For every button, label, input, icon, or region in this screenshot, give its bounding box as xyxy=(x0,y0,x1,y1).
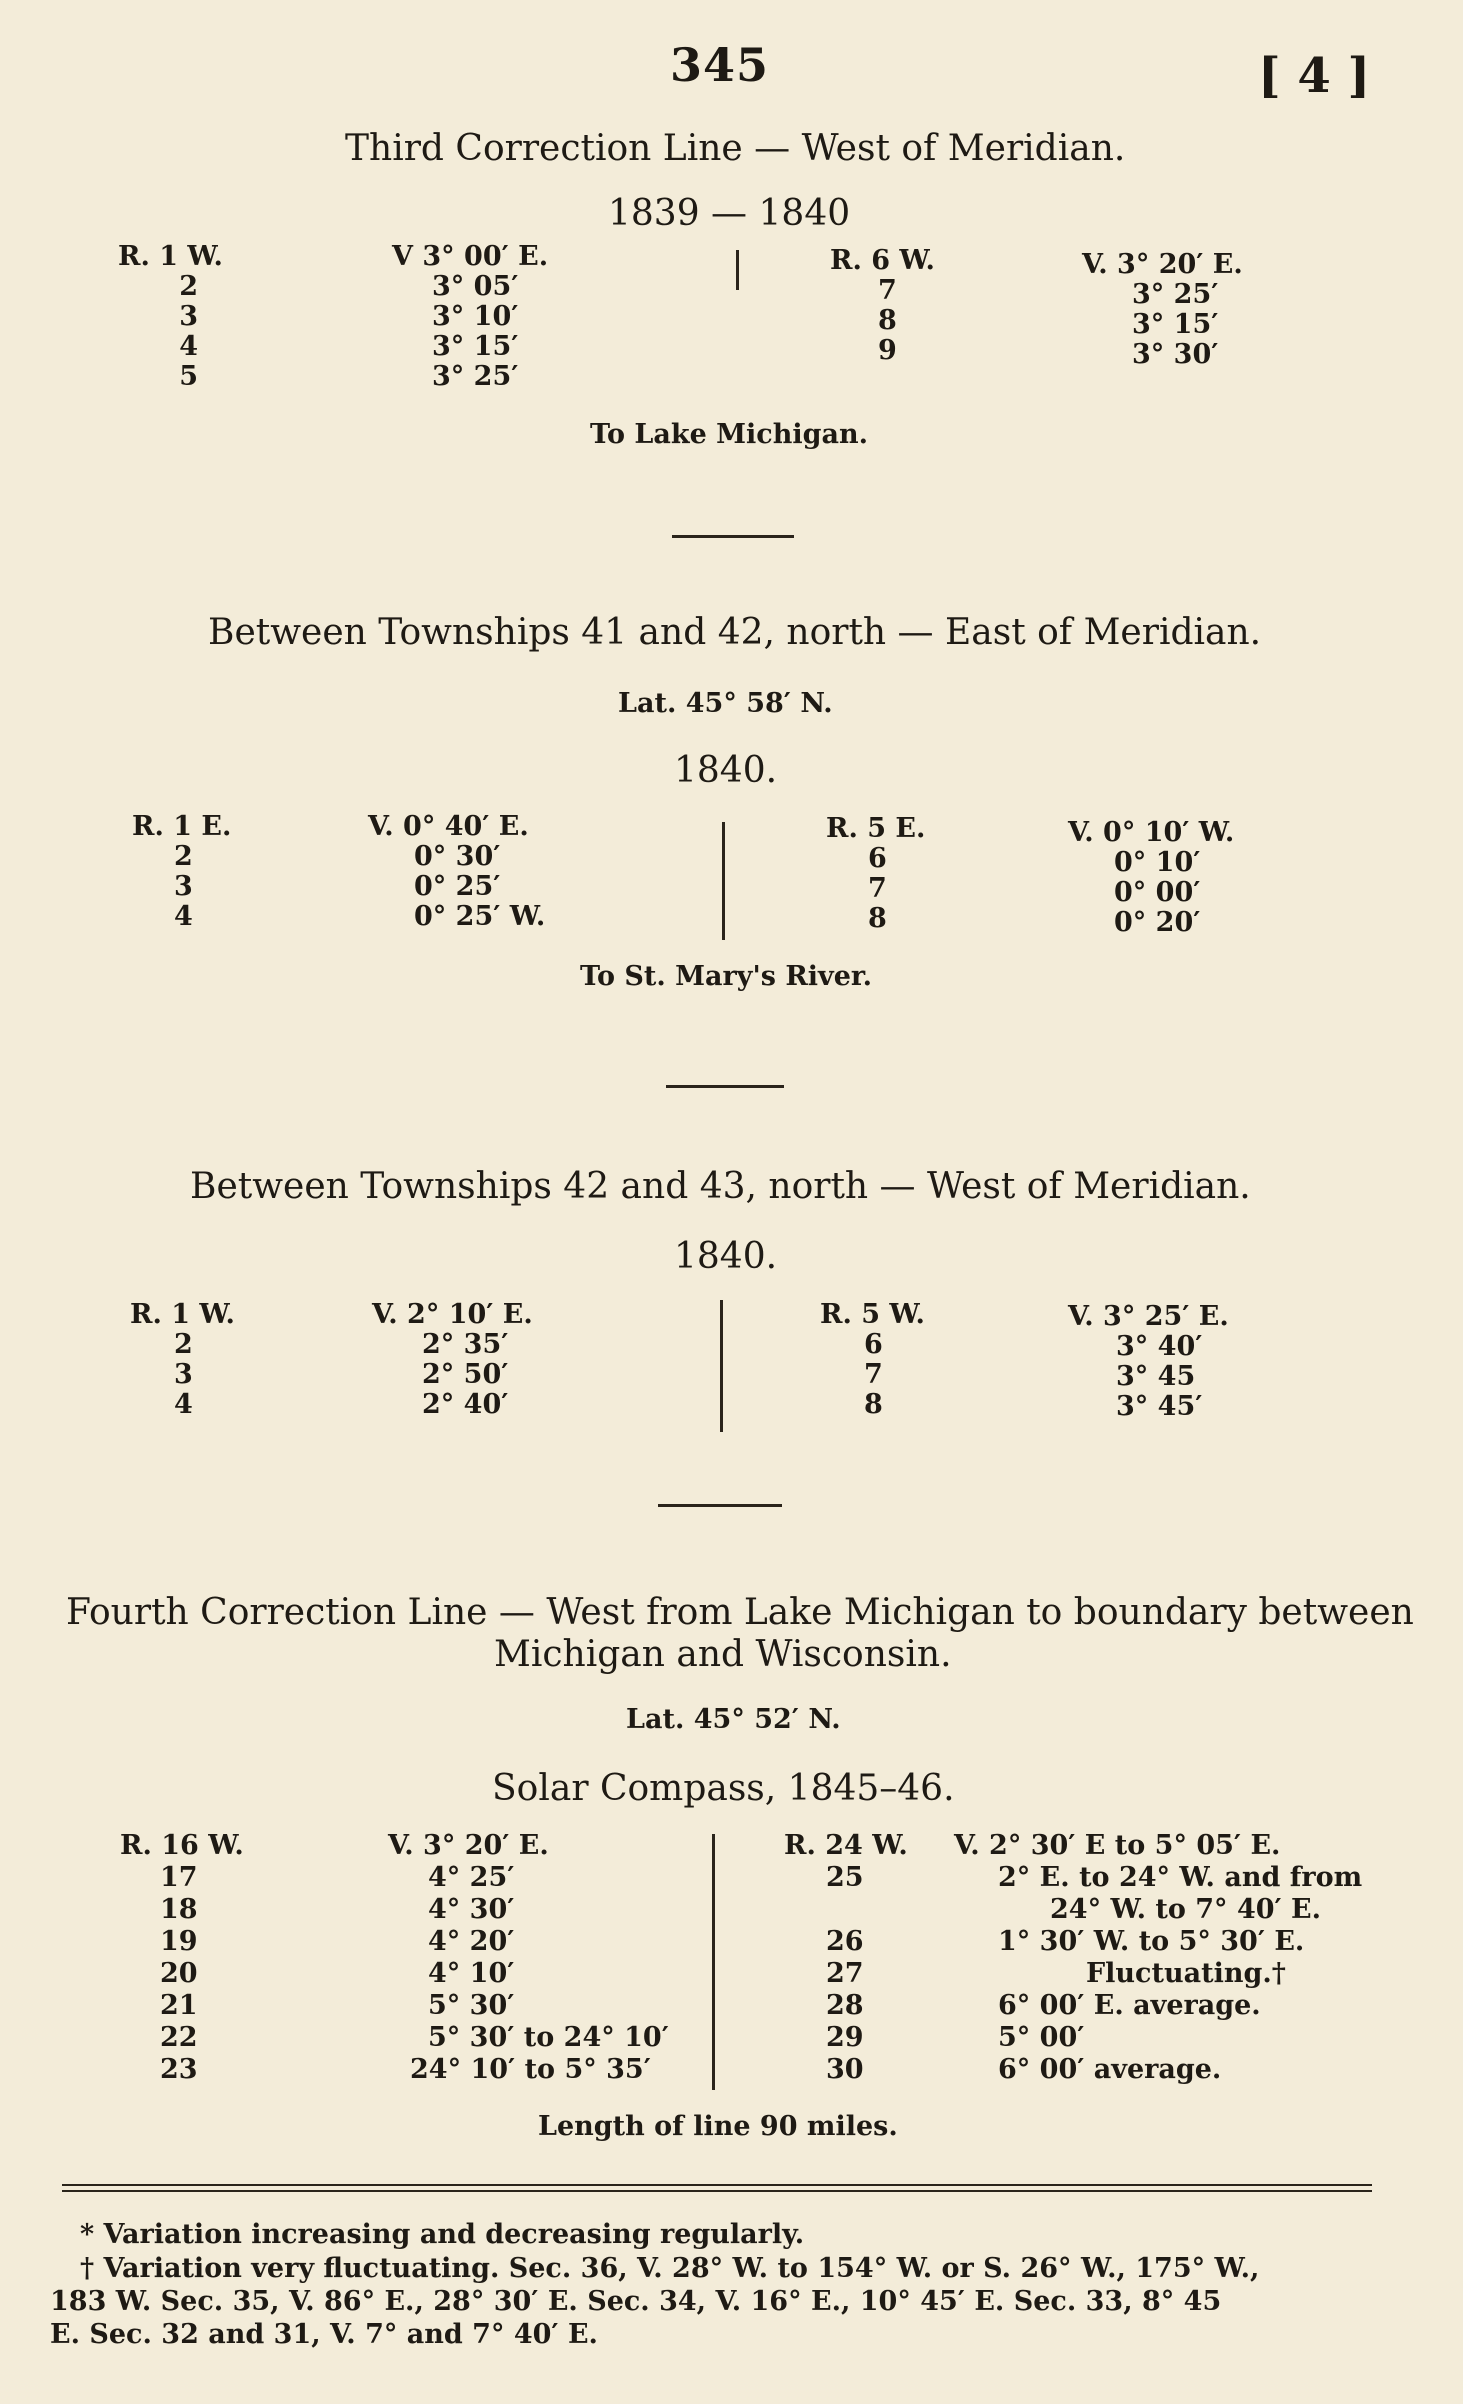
range-label: 8 xyxy=(868,903,887,934)
right-variation-column xyxy=(1068,1302,1229,1422)
footnote-dagger-continued: E. Sec. 32 and 31, V. 7° and 7° 40′ E. xyxy=(50,2319,598,2350)
range-label: 29 xyxy=(826,2022,864,2053)
variation-value: V. 2° 10′ E. xyxy=(372,1299,533,1330)
range-label: 25 xyxy=(826,1862,864,1893)
range-label: 20 xyxy=(160,1958,198,1989)
footnote-asterisk: * Variation increasing and decreasing regularly. xyxy=(80,2219,805,2250)
variation-value: 5° 30′ xyxy=(428,1990,515,2021)
range-label xyxy=(784,1894,908,1926)
variation-value: 3° 25′ xyxy=(1132,279,1219,310)
left-variation-column xyxy=(388,1830,669,2086)
range-label: 3 xyxy=(174,1359,193,1390)
variation-value: 0° 10′ xyxy=(1114,847,1201,878)
section-title: Between Townships 41 and 42, north — East of Meridian. xyxy=(208,612,1262,653)
variation-value: Fluctuating.† xyxy=(1086,1958,1286,1989)
variation-value: 4° 25′ xyxy=(428,1862,515,1893)
section-latitude: Lat. 45° 52′ N. xyxy=(626,1704,841,1735)
variation-value: 2° 40′ xyxy=(422,1389,509,1420)
range-label: R. 5 E. xyxy=(826,813,926,844)
variation-value: 3° 45 xyxy=(1116,1361,1196,1392)
variation-value: 0° 20′ xyxy=(1114,907,1201,938)
variation-value: 3° 15′ xyxy=(1132,309,1219,340)
range-label: 28 xyxy=(826,1990,864,2021)
range-label: 4 xyxy=(174,901,193,932)
section-divider xyxy=(666,1085,784,1088)
section-year: 1840. xyxy=(674,1236,778,1277)
variation-value: 3° 25′ xyxy=(432,361,519,392)
variation-value: 0° 30′ xyxy=(414,841,501,872)
column-divider xyxy=(736,250,739,290)
range-label: 23 xyxy=(160,2054,198,2085)
variation-value: V. 0° 10′ W. xyxy=(1068,817,1235,848)
range-label: R. 5 W. xyxy=(820,1299,925,1330)
variation-value: 1° 30′ W. to 5° 30′ E. xyxy=(998,1926,1305,1957)
variation-value: V. 3° 25′ E. xyxy=(1068,1301,1229,1332)
range-label: 6 xyxy=(864,1329,883,1360)
variation-value: V. 3° 20′ E. xyxy=(1082,249,1243,280)
footnote-rule xyxy=(62,2184,1372,2186)
range-label: 6 xyxy=(868,843,887,874)
range-label: 2 xyxy=(174,841,193,872)
footnote-dagger: † Variation very fluctuating. Sec. 36, V. 28° W. to 154° W. or S. 26° W., 175° W., xyxy=(80,2253,1260,2284)
variation-value: 0° 25′ W. xyxy=(414,901,546,932)
right-range-column xyxy=(830,246,935,366)
variation-value: 3° 30′ xyxy=(1132,339,1219,370)
variation-value: 3° 15′ xyxy=(432,331,519,362)
range-label: 19 xyxy=(160,1926,198,1957)
section-year: 1839 — 1840 xyxy=(608,193,851,234)
variation-value: 5° 00′ xyxy=(998,2022,1085,2053)
range-label: R. 6 W. xyxy=(830,245,935,276)
right-range-column xyxy=(784,1830,908,2086)
variation-value: 0° 00′ xyxy=(1114,877,1201,908)
section-footer: Length of line 90 miles. xyxy=(538,2111,898,2142)
right-variation-column xyxy=(1082,250,1243,370)
range-label: 3 xyxy=(174,871,193,902)
section-title-line-2: Michigan and Wisconsin. xyxy=(494,1634,952,1675)
range-label: 2 xyxy=(179,271,198,302)
variation-value: V 3° 00′ E. xyxy=(392,241,549,272)
range-label: 17 xyxy=(160,1862,198,1893)
range-label: 27 xyxy=(826,1958,864,1989)
signature-mark: [ 4 ] xyxy=(1258,48,1371,104)
variation-value: 3° 40′ xyxy=(1116,1331,1203,1362)
section-divider xyxy=(672,535,794,538)
right-range-column xyxy=(820,1300,925,1420)
section-footer: To St. Mary's River. xyxy=(580,961,873,992)
right-variation-column xyxy=(1068,818,1234,938)
variation-value: 2° 50′ xyxy=(422,1359,509,1390)
range-label: 7 xyxy=(868,873,887,904)
range-label: 26 xyxy=(826,1926,864,1957)
variation-value: 3° 10′ xyxy=(432,301,519,332)
variation-value: 2° 35′ xyxy=(422,1329,509,1360)
range-label: R. 1 W. xyxy=(130,1299,235,1330)
variation-value: 6° 00′ E. average. xyxy=(998,1990,1261,2021)
range-label: 4 xyxy=(174,1389,193,1420)
page-number: 345 xyxy=(670,38,770,92)
section-footer: To Lake Michigan. xyxy=(590,419,869,450)
range-label: R. 1 W. xyxy=(118,241,223,272)
left-variation-column xyxy=(392,242,548,392)
section-title: Between Townships 42 and 43, north — West of Meridian. xyxy=(190,1166,1251,1207)
range-label: 22 xyxy=(160,2022,198,2053)
footnote-dagger-continued: 183 W. Sec. 35, V. 86° E., 28° 30′ E. Sec. 34, V. 16° E., 10° 45′ E. Sec. 33, 8° 45 xyxy=(50,2286,1222,2317)
section-year: Solar Compass, 1845–46. xyxy=(492,1768,955,1809)
range-label: 30 xyxy=(826,2054,864,2085)
section-title-line-1: Fourth Correction Line — West from Lake Michigan to boundary between xyxy=(66,1592,1414,1633)
left-variation-column xyxy=(368,812,545,932)
range-label: 9 xyxy=(878,335,897,366)
range-label: 5 xyxy=(179,361,198,392)
variation-value: 0° 25′ xyxy=(414,871,501,902)
section-latitude: Lat. 45° 58′ N. xyxy=(618,688,833,719)
left-range-column xyxy=(130,1300,240,1420)
variation-value: 3° 45′ xyxy=(1116,1391,1203,1422)
variation-value: V. 3° 20′ E. xyxy=(388,1830,549,1861)
right-range-column xyxy=(826,814,925,934)
range-label: 18 xyxy=(160,1894,198,1925)
range-label: 4 xyxy=(179,331,198,362)
variation-value: V. 0° 40′ E. xyxy=(368,811,529,842)
range-label: 7 xyxy=(864,1359,883,1390)
right-variation-column xyxy=(954,1830,1362,2086)
range-label: 8 xyxy=(878,305,897,336)
range-label: 21 xyxy=(160,1990,198,2021)
section-divider xyxy=(658,1504,782,1507)
column-divider xyxy=(712,1834,715,2090)
variation-value: 24° 10′ to 5° 35′ xyxy=(410,2054,651,2085)
range-label: 7 xyxy=(878,275,897,306)
left-variation-column xyxy=(372,1300,533,1420)
variation-value: V. 2° 30′ E to 5° 05′ E. xyxy=(954,1830,1281,1861)
range-label: 2 xyxy=(174,1329,193,1360)
variation-value: 5° 30′ to 24° 10′ xyxy=(428,2022,669,2053)
range-label: R. 1 E. xyxy=(132,811,232,842)
variation-value: 3° 05′ xyxy=(432,271,519,302)
variation-value: 6° 00′ average. xyxy=(998,2054,1222,2085)
variation-value: 4° 30′ xyxy=(428,1894,515,1925)
variation-value: 4° 20′ xyxy=(428,1926,515,1957)
variation-value: 4° 10′ xyxy=(428,1958,515,1989)
range-label: R. 24 W. xyxy=(784,1830,908,1861)
column-divider xyxy=(722,822,725,940)
range-label: 3 xyxy=(179,301,198,332)
range-label: 8 xyxy=(864,1389,883,1420)
section-title: Third Correction Line — West of Meridian. xyxy=(345,128,1126,169)
section-year: 1840. xyxy=(674,750,778,791)
column-divider xyxy=(720,1300,723,1432)
left-range-column xyxy=(120,1830,260,2086)
footnote-rule-double xyxy=(62,2190,1372,2192)
variation-value: 24° W. to 7° 40′ E. xyxy=(1050,1894,1322,1925)
left-range-column xyxy=(118,241,223,392)
range-label: R. 16 W. xyxy=(120,1830,244,1861)
left-range-column xyxy=(132,812,242,932)
variation-value: 2° E. to 24° W. and from xyxy=(998,1862,1363,1893)
